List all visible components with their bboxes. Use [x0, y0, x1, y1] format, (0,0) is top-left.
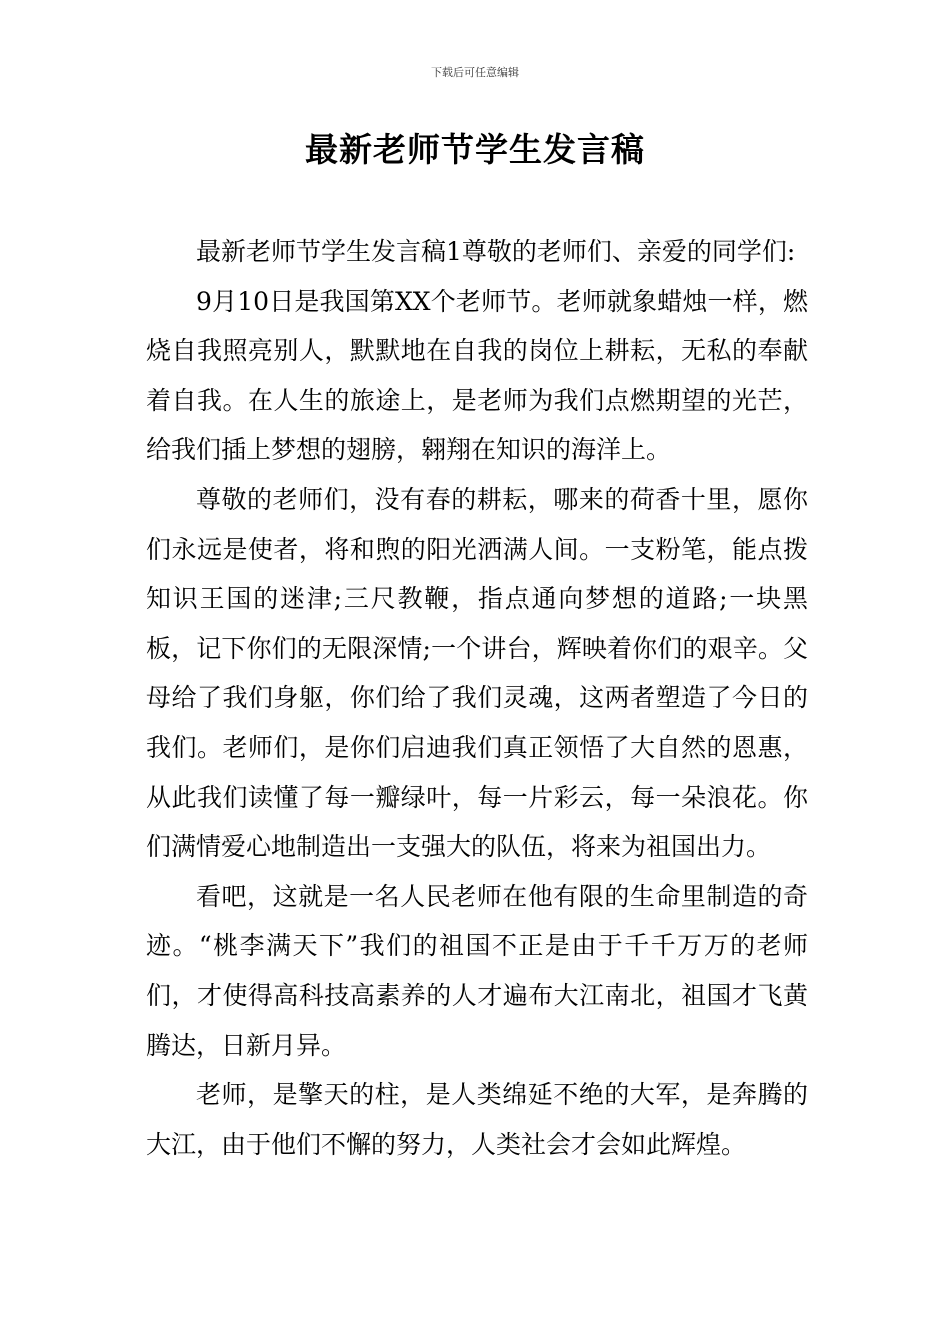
paragraph-greeting: 最新老师节学生发言稿1尊敬的老师们、亲爱的同学们: — [196, 237, 796, 266]
paragraph: 尊敬的老师们，没有春的耕耘，哪来的荷香十里，愿你们永远是使者，将和煦的阳光洒满人间。一支粉笔，能点拨知识王国的迷津;三尺教鞭，指点通向梦想的道路;一块黑板，记下你们的无限深情;一个讲台，辉映着你们的艰辛。父母给了我们身躯，你们给了我们灵魂，这两者塑造了今日的我们。老师们，是你们启迪我们真正领悟了大自然的恩惠，从此我们读懂了每一瓣绿叶，每一片彩云，每一朵浪花。你们满情爱心地制造出一支强大的队伍，将来为祖国出力。 — [146, 484, 808, 862]
document-body — [146, 227, 808, 1169]
paragraph: 9月10日是我国第XX个老师节。老师就象蜡烛一样，燃烧自我照亮别人，默默地在自我的岗位上耕耘，无私的奉献着自我。在人生的旅途上，是老师为我们点燃期望的光芒，给我们插上梦想的翅膀，翱翔在知识的海洋上。 — [146, 286, 808, 465]
paragraph: 看吧，这就是一名人民老师在他有限的生命里制造的奇迹。“桃李满天下”我们的祖国不正是由于千千万万的老师们，才使得高科技高素养的人才遍布大江南北，祖国才飞黄腾达，日新月异。 — [146, 881, 808, 1060]
paragraph: 老师，是擎天的柱，是人类绵延不绝的大军，是奔腾的大江，由于他们不懈的努力，人类社会才会如此辉煌。 — [146, 1080, 808, 1159]
document-title: 最新老师节学生发言稿 — [305, 130, 645, 169]
header-note: 下载后可任意编辑 — [431, 66, 519, 79]
